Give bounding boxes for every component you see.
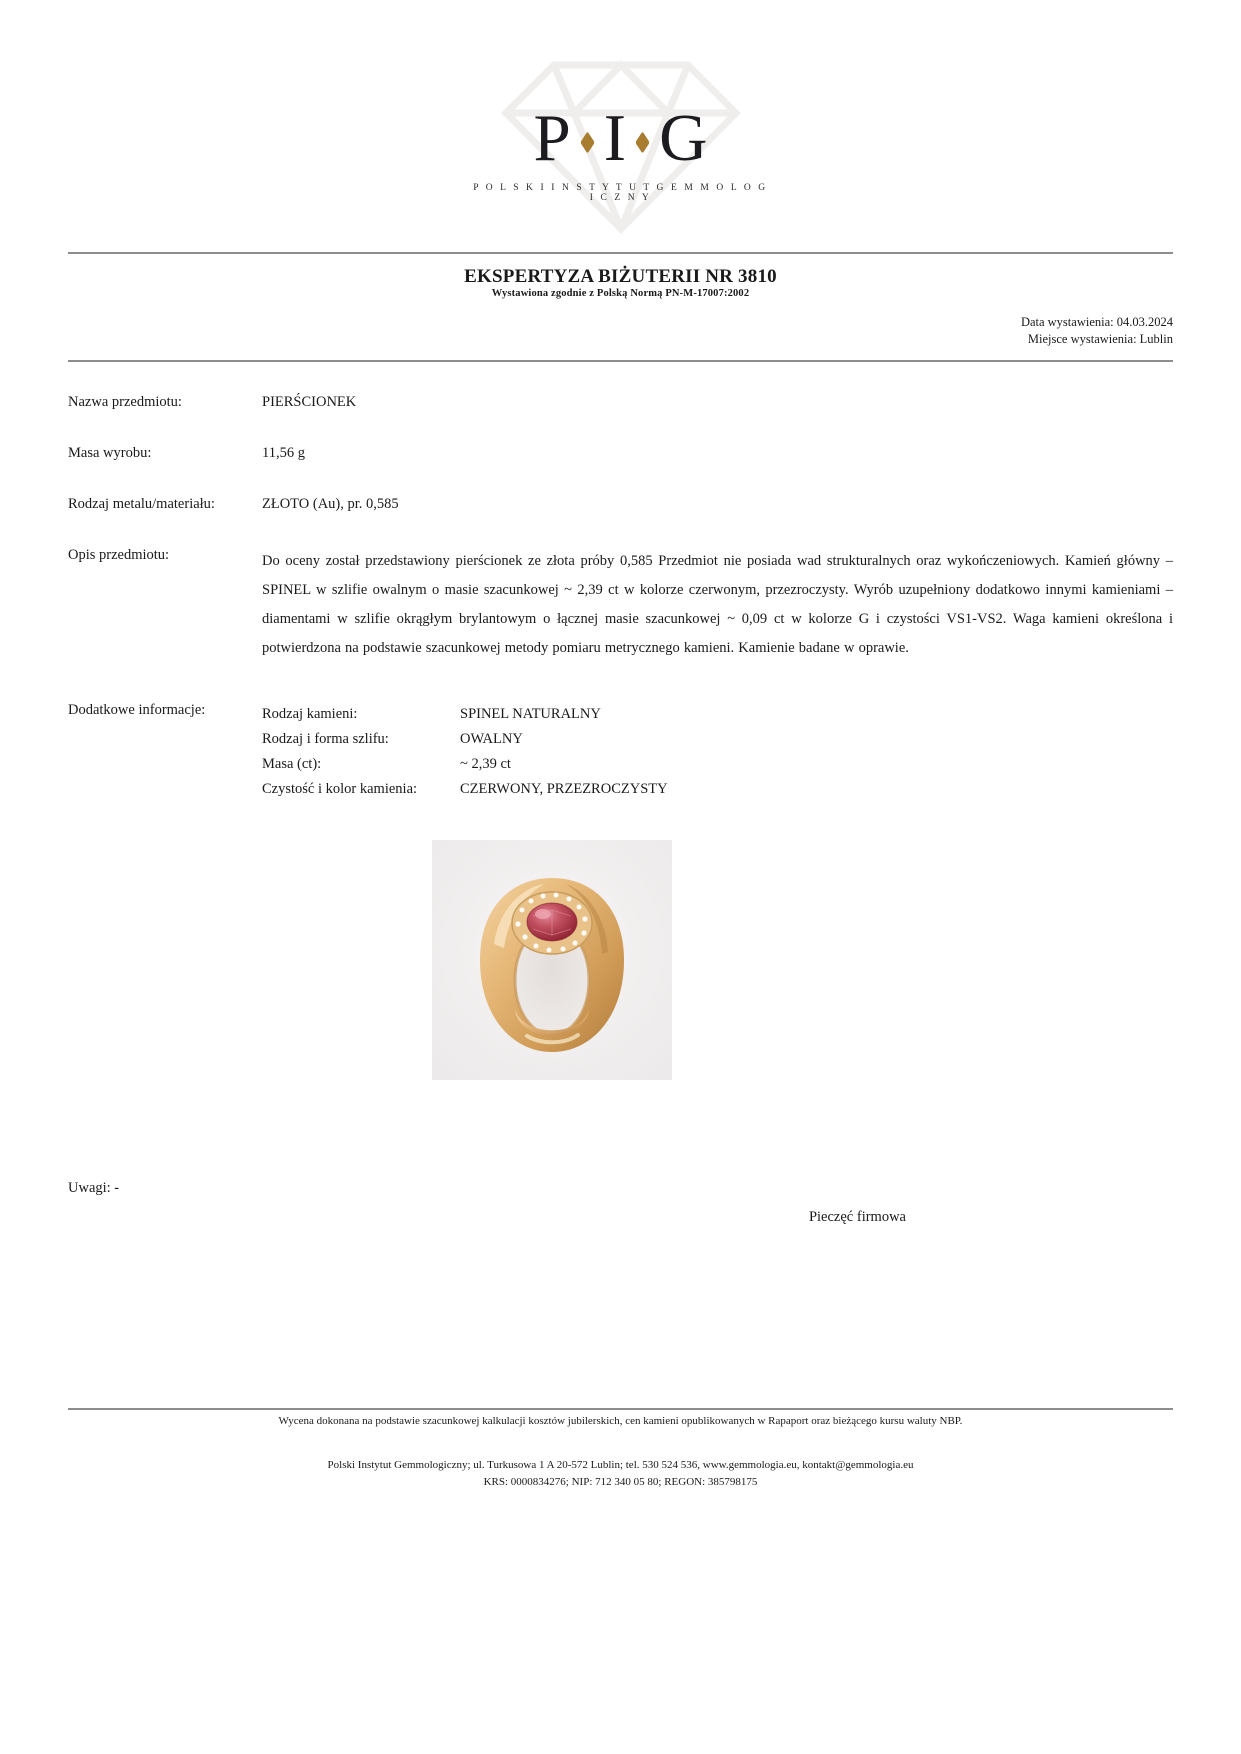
divider-footer <box>68 1408 1173 1410</box>
label-additional-info: Dodatkowe informacje: <box>68 702 206 718</box>
additional-info-table <box>262 702 1173 802</box>
ring-photograph <box>432 840 672 1080</box>
logo-letter-p: P <box>533 101 571 175</box>
additional-info-block <box>68 702 1173 802</box>
institute-logo <box>0 52 1241 242</box>
value-item-name: PIERŚCIONEK <box>262 394 357 410</box>
issue-date: Data wystawienia: 04.03.2024 <box>1020 315 1173 329</box>
footer-contact <box>0 1457 1241 1491</box>
logo-diamond-icon-2 <box>635 131 649 153</box>
company-stamp-label: Pieczęć firmowa <box>808 1209 906 1225</box>
additional-info-value: CZERWONY, PRZEZROCZYSTY <box>460 781 668 797</box>
issue-place: Miejsce wystawienia: Lublin <box>1027 332 1173 346</box>
logo-letter-i: I <box>603 101 627 175</box>
notes-label: Uwagi: - <box>68 1180 120 1196</box>
divider-middle <box>68 360 1173 362</box>
ring-image-graphic <box>432 840 672 1080</box>
table-row <box>262 727 1173 752</box>
label-item-description: Opis przedmiotu: <box>68 547 170 563</box>
footer-address-line: Polski Instytut Gemmologiczny; ul. Turkusowa 1 A 20-572 Lublin; tel. 530 524 536, www.gemmologia.eu, kontakt@gemmologia.eu <box>327 1459 914 1471</box>
additional-info-key: Czystość i kolor kamienia: <box>262 781 418 797</box>
value-item-metal: ZŁOTO (Au), pr. 0,585 <box>262 496 399 512</box>
logo-letter-g: G <box>659 101 708 175</box>
table-row <box>262 752 1173 777</box>
label-item-metal: Rodzaj metalu/materiału: <box>68 496 215 512</box>
page-subtitle: Wystawiona zgodnie z Polską Normą PN-M-17007:2002 <box>491 288 750 299</box>
value-item-description: Do oceny został przedstawiony pierścionek ze złota próby 0,585 Przedmiot nie posiada wad strukturalnych oraz wykończeniowych. Kamień główny – SPINEL w szlifie owalnym o masie szacunkowej ~ 2,39 ct w kolorze czerwonym, przezroczysty. Wyrób uzupełniony dodatkowo innymi kamieniami – diamentami w szlifie okrągłym brylantowym o łącznej masie szacunkowej ~ 0,09 ct w kolorze G i czystości VS1-VS2. Waga kamieni określona i potwierdzona na podstawie szacunkowej metody pomiaru metrycznego kamieni. Kamienie badane w oprawie. <box>262 553 1173 656</box>
additional-info-key: Masa (ct): <box>262 756 322 772</box>
logo-subtitle: P O L S K I I N S T Y T U T G E M M O L O G I C Z N Y <box>473 183 768 203</box>
field-row-metal <box>68 496 1173 513</box>
page-title: EKSPERTYZA BIŻUTERII NR 3810 <box>464 266 777 287</box>
footer-valuation-note: Wycena dokonana na podstawie szacunkowej kalkulacji kosztów jubilerskich, cen kamieni opublikowanych w Rapaport oraz bieżącego kursu waluty NBP. <box>278 1415 963 1427</box>
field-row-mass <box>68 445 1173 462</box>
field-row-description <box>68 547 1173 663</box>
table-row <box>262 702 1173 727</box>
field-row-name <box>68 394 1173 411</box>
label-item-mass: Masa wyrobu: <box>68 445 152 461</box>
additional-info-value: OWALNY <box>460 731 523 747</box>
additional-info-value: SPINEL NATURALNY <box>460 706 601 722</box>
value-item-mass: 11,56 g <box>262 445 305 461</box>
divider-top <box>68 252 1173 254</box>
footer-registration-line: KRS: 0000834276; NIP: 712 340 05 80; REGON: 385798175 <box>483 1476 758 1488</box>
additional-info-key: Rodzaj i forma szlifu: <box>262 731 389 747</box>
label-item-name: Nazwa przedmiotu: <box>68 394 182 410</box>
logo-diamond-icon-1 <box>580 131 594 153</box>
table-row <box>262 777 1173 802</box>
issue-meta <box>1021 314 1173 348</box>
additional-info-value: ~ 2,39 ct <box>460 756 511 772</box>
additional-info-key: Rodzaj kamieni: <box>262 706 358 722</box>
